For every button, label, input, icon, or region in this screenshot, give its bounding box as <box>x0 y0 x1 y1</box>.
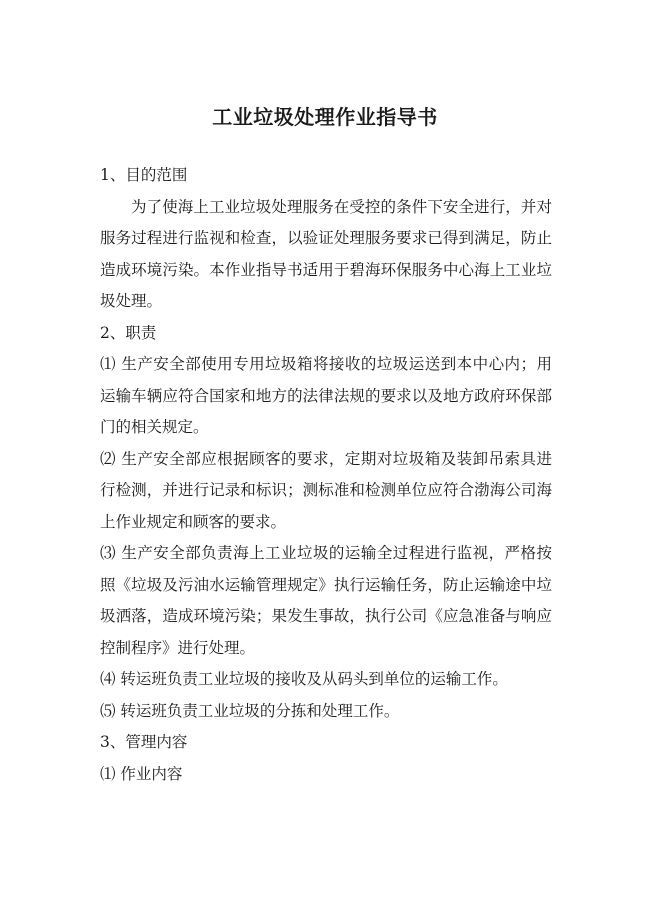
paragraph-responsibility-5: ⑸ 转运班负责工业垃圾的分拣和处理工作。 <box>100 701 400 720</box>
paragraph-responsibility-4: ⑷ 转运班负责工业垃圾的接收及从码头到单位的运输工作。 <box>100 670 508 688</box>
paragraph-management-1: ⑴ 作业内容 <box>100 764 183 783</box>
section-heading-purpose: 1、目的范围 <box>100 166 188 184</box>
paragraph-responsibility-2: ⑵ 生产安全部应根据顾客的要求，定期对垃圾箱及装卸吊索具进行检测，并进行记录和标识；测标准和检测单位应符合渤海公司海上作业规定和顾客的要求。 <box>100 449 552 531</box>
paragraph-purpose: 为了使海上工业垃圾处理服务在受控的条件下安全进行，并对服务过程进行监视和检查，以验证处理服务要求已得到满足，防止造成环境污染。本作业指导书适用于碧海环保服务中心海上工业垃圾处理。 <box>100 197 552 310</box>
document-title: 工业垃圾处理作业指导书 <box>212 105 438 129</box>
paragraph-responsibility-3: ⑶ 生产安全部负责海上工业垃圾的运输全过程进行监视，严格按照《垃圾及污油水运输管理规定》执行运输任务，防止运输途中垃圾洒落，造成环境污染；果发生事故，执行公司《应急准备与响应控制程序》进行处理。 <box>100 544 552 657</box>
section-heading-management: 3、管理内容 <box>100 733 188 751</box>
document-body <box>100 160 552 790</box>
section-heading-responsibilities: 2、职责 <box>100 323 157 342</box>
paragraph-responsibility-1: ⑴ 生产安全部使用专用垃圾箱将接收的垃圾运送到本中心内；用运输车辆应符合国家和地方的法律法规的要求以及地方政府环保部门的相关规定。 <box>100 355 552 436</box>
